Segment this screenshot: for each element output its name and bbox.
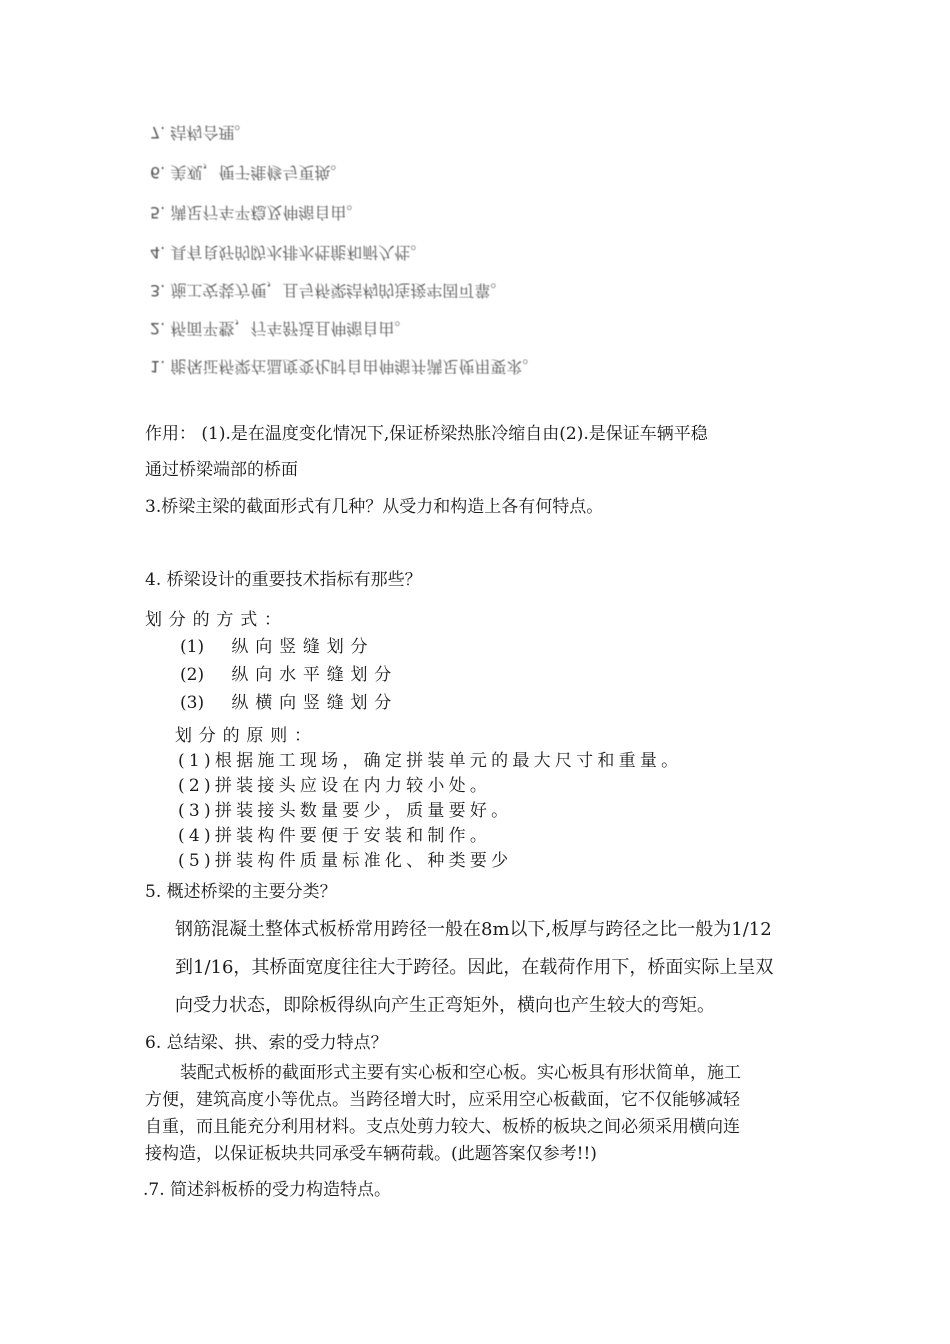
question-4: 4. 桥梁设计的重要技术指标有那些？	[145, 570, 422, 590]
question-6: 6. 总结梁、拱、索的受力特点？	[145, 1033, 388, 1053]
answer-text: 钢筋混凝土整体式板桥常用跨径一般在8m以下,板厚与跨径之比一般为1/12	[175, 919, 772, 940]
list-text: 纵向竖缝划分	[231, 637, 375, 657]
principle-item: (5)拼装构件质量标准化、种类要少	[178, 851, 513, 871]
section-title: 划分的原则：	[175, 726, 318, 746]
principle-item: (1)根据施工现场，确定拼装单元的最大尺寸和重量。	[178, 751, 683, 771]
list-text: 纵横向竖缝划分	[231, 693, 399, 713]
list-number: (2)	[180, 665, 205, 685]
answer-text: 通过桥梁端部的桥面	[145, 460, 298, 480]
section-title: 划分的方式：	[145, 610, 288, 630]
question-5: 5. 概述桥梁的主要分类？	[145, 882, 337, 902]
mirrored-item: 3. 施工安装方便，且与桥梁结构的连接牢固可靠。	[150, 281, 507, 300]
answer-text: 向受力状态，即除板得纵向产生正弯矩外，横向也产生较大的弯矩。	[175, 995, 715, 1016]
mirrored-item: 1. 能保证桥梁在温度变化时自由伸缩并满足使用要求。	[150, 357, 539, 376]
principle-item: (2)拼装接头应设在内力较小处。	[178, 776, 492, 796]
mirrored-list	[150, 118, 539, 388]
list-number: (3)	[180, 693, 205, 713]
mirrored-item: 2. 桥面平整，行车舒适且伸缩自由。	[150, 319, 411, 338]
list-item	[180, 665, 398, 685]
answer-text: 到1/16，其桥面宽度往往大于跨径。因此，在载荷作用下，桥面实际上呈双	[175, 957, 774, 978]
answer-text: 方便，建筑高度小等优点。当跨径增大时，应采用空心板截面，它不仅能够减轻	[145, 1090, 740, 1110]
question-3: 3.桥梁主梁的截面形式有几种？从受力和构造上各有何特点。	[145, 497, 604, 517]
mirrored-item: 7. 结构合理。	[150, 123, 251, 142]
mirrored-item: 4. 具有良好的防水排水性能和耐久性。	[150, 243, 427, 262]
principle-item: (4)拼装构件要便于安装和制作。	[178, 826, 492, 846]
answer-text: 作用： (1).是在温度变化情况下,保证桥梁热胀冷缩自由(2).是保证车辆平稳	[145, 424, 708, 444]
mirrored-item: 6. 美观，便于维修与更换。	[150, 163, 347, 182]
list-item	[180, 693, 398, 713]
list-number: (1)	[180, 637, 205, 657]
list-item	[180, 637, 374, 657]
answer-text: 接构造，以保证板块共同承受车辆荷载。(此题答案仅参考!!)	[145, 1144, 597, 1164]
mirrored-item: 5. 满足行车平稳及伸缩自由。	[150, 203, 363, 222]
question-7: .7. 简述斜板桥的受力构造特点。	[143, 1180, 392, 1200]
list-text: 纵向水平缝划分	[231, 665, 399, 685]
principle-item: (3)拼装接头数量要少，质量要好。	[178, 801, 513, 821]
answer-text: 装配式板桥的截面形式主要有实心板和空心板。实心板具有形状简单，施工	[180, 1063, 741, 1083]
answer-text: 自重，而且能充分利用材料。支点处剪力较大、板桥的板块之间必须采用横向连	[145, 1117, 740, 1137]
